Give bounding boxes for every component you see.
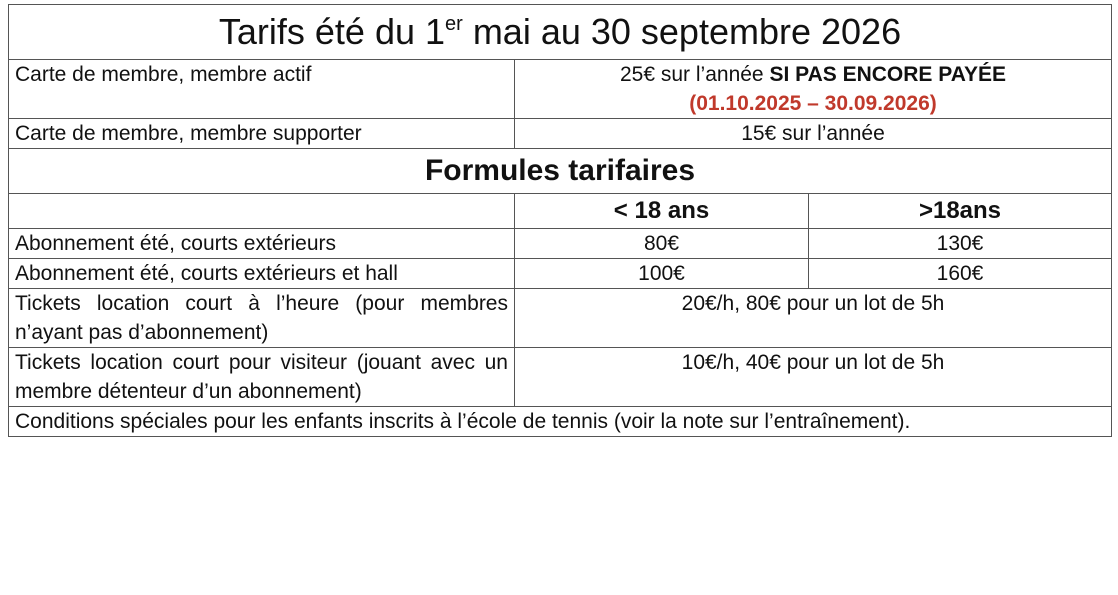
footer-row bbox=[9, 407, 1112, 437]
table-row bbox=[9, 289, 1112, 348]
active-member-price: 25€ sur l’année bbox=[620, 63, 770, 86]
table-row bbox=[9, 259, 1112, 289]
column-header-row bbox=[9, 194, 1112, 229]
section-title: Formules tarifaires bbox=[9, 149, 1112, 194]
title-row bbox=[9, 5, 1112, 60]
subscription-price-over18: 130€ bbox=[809, 229, 1112, 259]
header-over18: >18ans bbox=[809, 194, 1112, 229]
subscription-label: Abonnement été, courts extérieurs bbox=[9, 229, 515, 259]
active-member-label: Carte de membre, membre actif bbox=[9, 60, 515, 119]
ticket-price: 20€/h, 80€ pour un lot de 5h bbox=[515, 289, 1112, 348]
title-suffix: mai au 30 septembre 2026 bbox=[462, 11, 902, 52]
section-title-row bbox=[9, 149, 1112, 194]
supporter-member-label: Carte de membre, membre supporter bbox=[9, 119, 515, 149]
ticket-label: Tickets location court pour visiteur (jouant avec un membre détenteur d’un abonnement) bbox=[9, 348, 515, 407]
supporter-member-price: 15€ sur l’année bbox=[515, 119, 1112, 149]
page-title bbox=[9, 5, 1112, 60]
header-under18: < 18 ans bbox=[515, 194, 809, 229]
supporter-member-row bbox=[9, 119, 1112, 149]
ticket-label: Tickets location court à l’heure (pour membres n’ayant pas d’abonnement) bbox=[9, 289, 515, 348]
price-table bbox=[8, 4, 1112, 437]
empty-header-cell bbox=[9, 194, 515, 229]
subscription-label: Abonnement été, courts extérieurs et hall bbox=[9, 259, 515, 289]
active-member-period: (01.10.2025 – 30.09.2026) bbox=[689, 92, 937, 115]
active-member-price-cell bbox=[515, 60, 1112, 119]
ticket-price: 10€/h, 40€ pour un lot de 5h bbox=[515, 348, 1112, 407]
footer-note: Conditions spéciales pour les enfants inscrits à l’école de tennis (voir la note sur l’entraînement). bbox=[9, 407, 1112, 437]
price-document bbox=[8, 4, 1111, 437]
subscription-price-over18: 160€ bbox=[809, 259, 1112, 289]
title-superscript: er bbox=[445, 13, 463, 35]
active-member-row bbox=[9, 60, 1112, 119]
title-prefix: Tarifs été du 1 bbox=[218, 11, 446, 52]
subscription-price-under18: 100€ bbox=[515, 259, 809, 289]
table-row bbox=[9, 348, 1112, 407]
subscription-price-under18: 80€ bbox=[515, 229, 809, 259]
table-row bbox=[9, 229, 1112, 259]
active-member-price-note: SI PAS ENCORE PAYÉE bbox=[769, 63, 1006, 86]
